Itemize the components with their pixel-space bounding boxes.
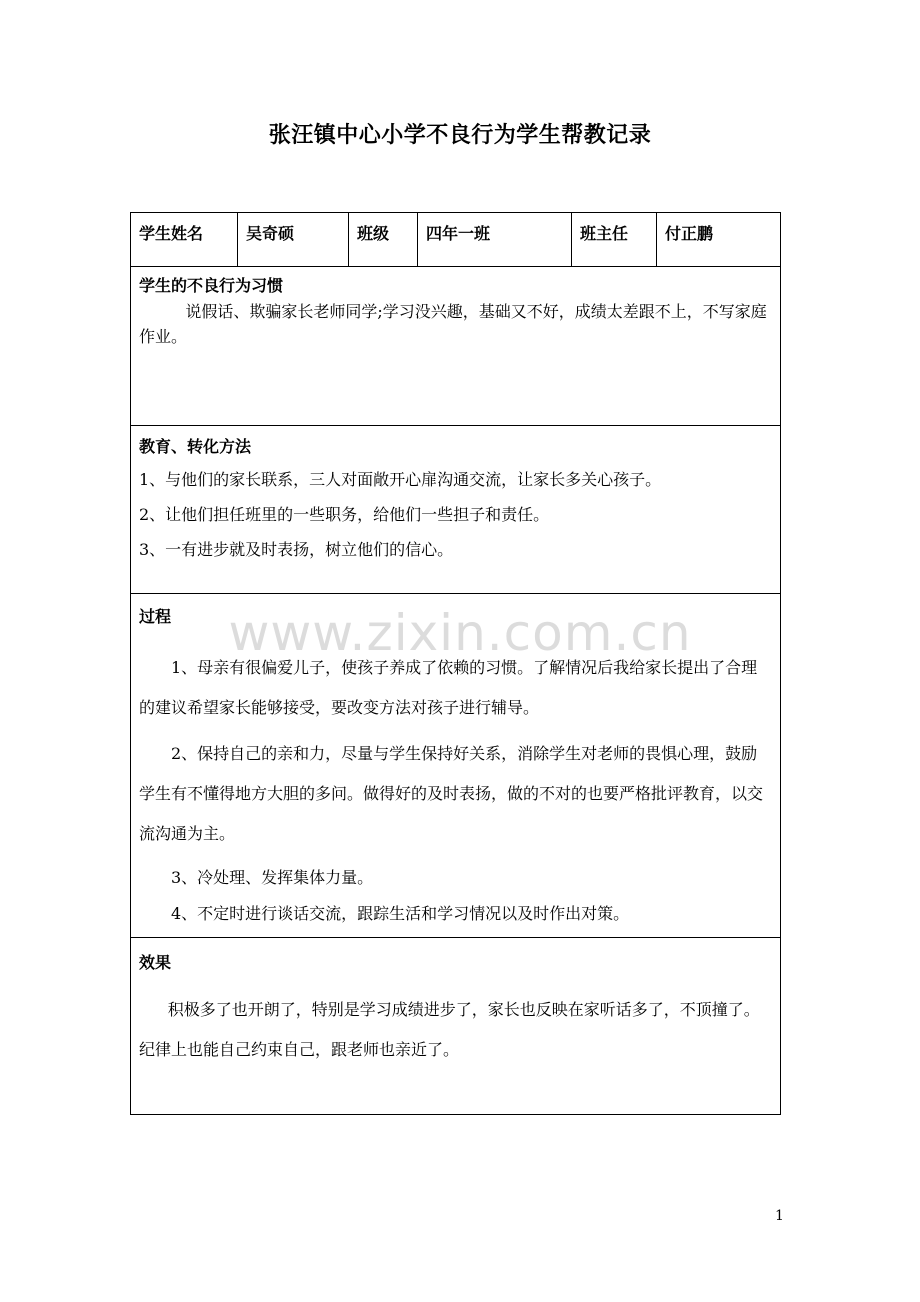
habits-cell <box>131 267 781 426</box>
process-paragraph: 1、母亲有很偏爱儿子，使孩子养成了依赖的习惯。了解情况后我给家长提出了合理的建议希望家长能够接受，要改变方法对孩子进行辅导。 <box>139 657 758 717</box>
record-table <box>130 212 781 1115</box>
method-item: 1、与他们的家长联系，三人对面敞开心扉沟通交流，让家长多关心孩子。 <box>139 470 662 489</box>
process-title: 过程 <box>139 607 172 626</box>
student-name-label: 学生姓名 <box>131 213 238 267</box>
process-paragraph: 4、不定时进行谈话交流，跟踪生活和学习情况以及时作出对策。 <box>171 903 630 923</box>
effect-text: 积极多了也开朗了，特别是学习成绩进步了，家长也反映在家听话多了，不顶撞了。纪律上也能自己约束自己，跟老师也亲近了。 <box>139 999 760 1059</box>
method-item: 2、让他们担任班里的一些职务，给他们一些担子和责任。 <box>139 505 550 524</box>
document-title: 张汪镇中心小学不良行为学生帮教记录 <box>268 123 652 148</box>
process-paragraph: 2、保持自己的亲和力，尽量与学生保持好关系，消除学生对老师的畏惧心理，鼓励学生有不懂得地方大胆的多问。做得好的及时表扬，做的不对的也要严格批评教育，以交流沟通为主。 <box>139 743 764 843</box>
header-row <box>131 213 781 267</box>
effect-title: 效果 <box>139 953 172 972</box>
methods-row <box>131 426 781 594</box>
head-teacher-label: 班主任 <box>572 213 657 267</box>
student-name-value: 吴奇硕 <box>238 213 349 267</box>
watermark: www.zixin.com.cn <box>228 604 692 662</box>
habits-text: 说假话、欺骗家长老师同学;学习没兴趣，基础又不好，成绩太差跟不上，不写家庭作业。 <box>139 301 767 347</box>
process-cell <box>131 594 781 938</box>
class-label: 班级 <box>349 213 418 267</box>
methods-cell <box>131 426 781 594</box>
effect-cell <box>131 938 781 1115</box>
effect-row <box>131 938 781 1115</box>
habits-row <box>131 267 781 426</box>
methods-title: 教育、转化方法 <box>139 437 252 456</box>
head-teacher-value: 付正鹏 <box>657 213 781 267</box>
method-item: 3、一有进步就及时表扬，树立他们的信心。 <box>139 540 454 559</box>
class-value: 四年一班 <box>418 213 572 267</box>
process-paragraph: 3、冷处理、发挥集体力量。 <box>171 867 374 887</box>
process-row <box>131 594 781 938</box>
habits-title: 学生的不良行为习惯 <box>139 276 284 295</box>
page-number: 1 <box>775 1208 784 1224</box>
